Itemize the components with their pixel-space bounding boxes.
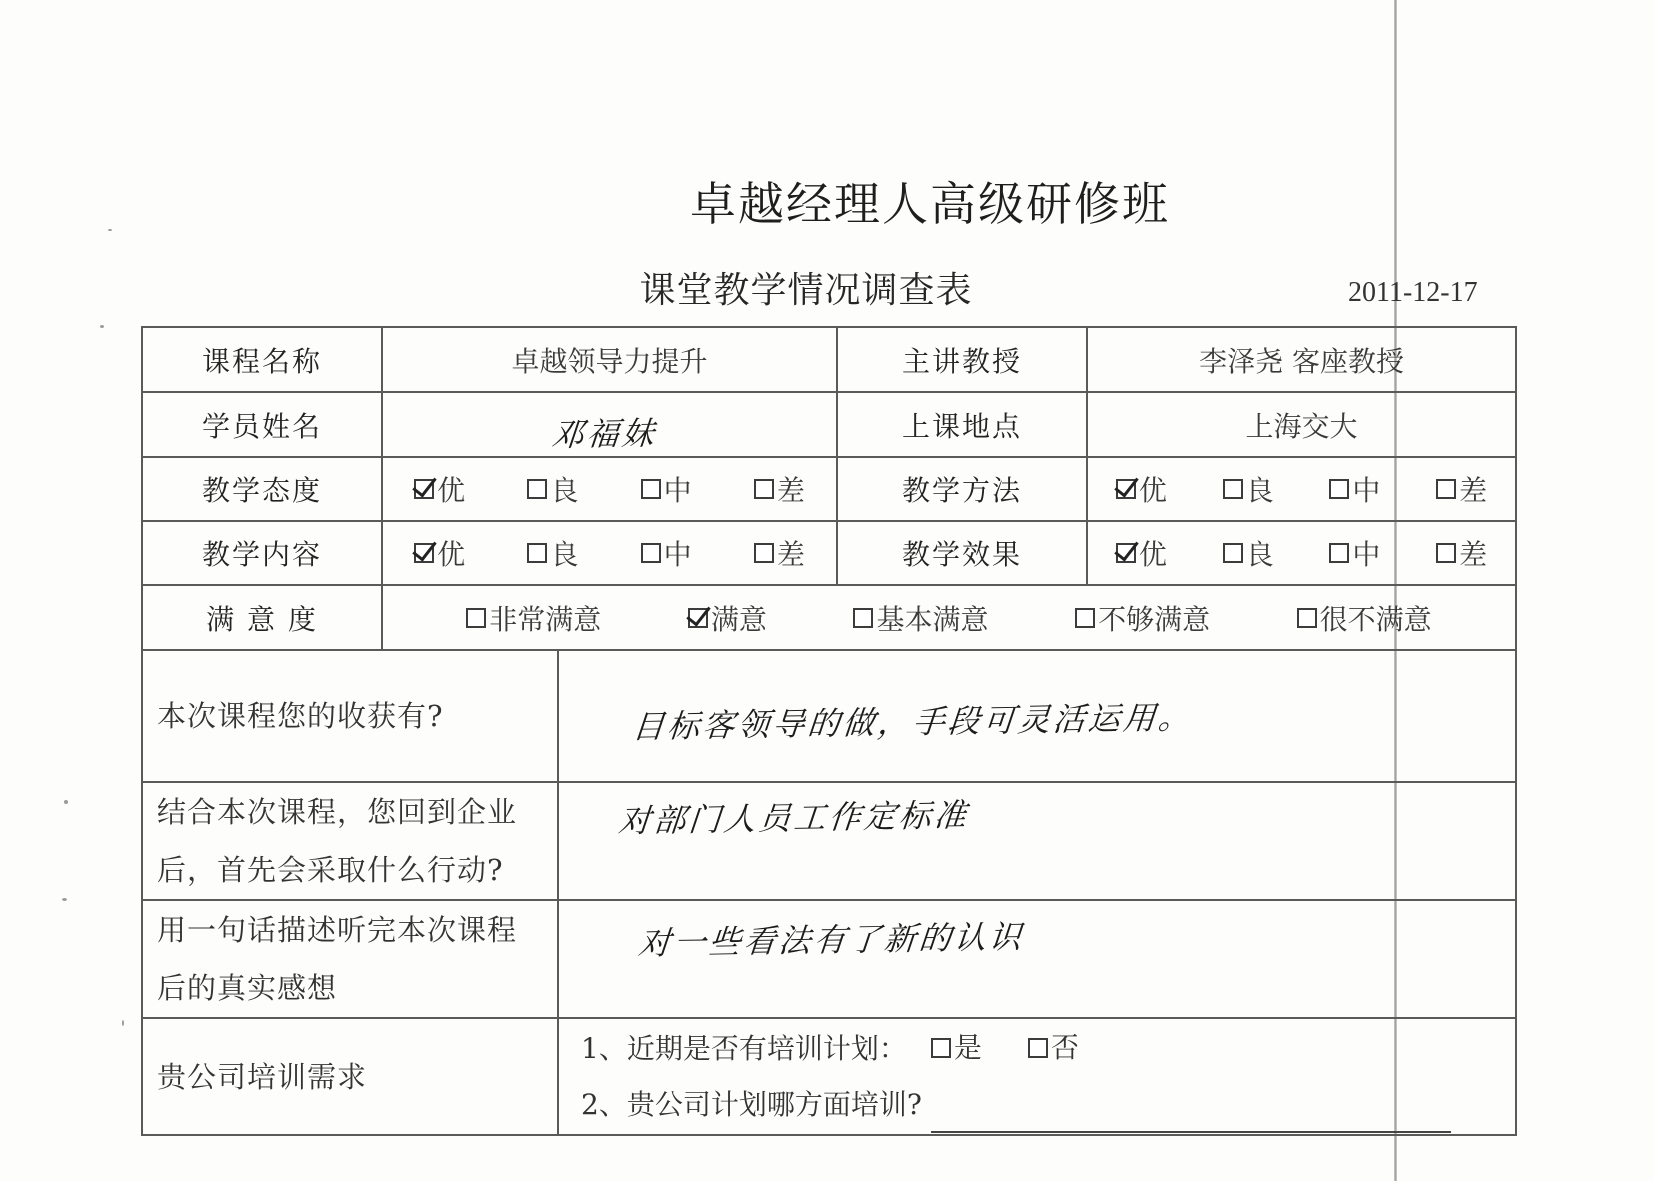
effect-option[interactable] (1116, 533, 1167, 573)
effect-option[interactable] (1436, 533, 1487, 573)
training-plan-question: 1、近期是否有培训计划： (581, 1032, 907, 1065)
effect-label: 教学效果 (837, 521, 1087, 585)
location-label: 上课地点 (837, 392, 1087, 457)
content-checkbox[interactable] (754, 543, 774, 563)
answer-2-cell (558, 782, 1516, 900)
training-plan-no[interactable] (1028, 1020, 1079, 1076)
attitude-option-label: 中 (663, 474, 692, 507)
attitude-option-label: 良 (550, 474, 579, 507)
effect-options (1087, 521, 1516, 585)
method-option-label: 中 (1352, 474, 1381, 507)
effect-checkbox[interactable] (1116, 543, 1136, 563)
method-option[interactable] (1329, 469, 1380, 509)
question-3-line-2: 后的真实感想 (157, 971, 338, 1005)
training-needs-label-cell (142, 1018, 558, 1135)
answer-3-cell (558, 900, 1516, 1018)
attitude-label: 教学态度 (142, 457, 382, 521)
row-question-2 (142, 782, 1516, 900)
question-2-line-1: 结合本次课程，您回到企业 (157, 795, 518, 829)
scan-speck (62, 898, 67, 901)
scan-speck (122, 1020, 124, 1026)
row-content-effect (142, 521, 1516, 585)
row-question-1 (142, 650, 1516, 782)
survey-table (141, 326, 1517, 1136)
document-subtitle: 课堂教学情况调查表 (639, 270, 973, 311)
question-3-cell (142, 900, 558, 1018)
content-checkbox[interactable] (641, 543, 661, 563)
satisfaction-option[interactable] (1075, 598, 1210, 638)
effect-option[interactable] (1329, 533, 1380, 573)
content-option-label: 中 (663, 538, 692, 571)
effect-option-label: 中 (1352, 538, 1381, 571)
effect-checkbox[interactable] (1223, 543, 1243, 563)
attitude-checkbox[interactable] (641, 479, 661, 499)
satisfaction-checkbox[interactable] (466, 608, 486, 628)
question-2-cell (142, 782, 558, 900)
effect-option[interactable] (1223, 533, 1274, 573)
attitude-option-label: 差 (776, 474, 805, 507)
question-3-line-1: 用一句话描述听完本次课程 (157, 913, 518, 947)
method-option[interactable] (1223, 469, 1274, 509)
attitude-options (382, 457, 837, 521)
effect-option-label: 差 (1459, 538, 1488, 571)
course-label: 课程名称 (142, 327, 382, 392)
effect-checkbox[interactable] (1436, 543, 1456, 563)
satisfaction-checkbox[interactable] (853, 608, 873, 628)
effect-option-label: 良 (1245, 538, 1274, 571)
method-checkbox[interactable] (1329, 479, 1349, 499)
content-option[interactable] (527, 533, 578, 573)
satisfaction-options (382, 585, 1516, 650)
satisfaction-option[interactable] (853, 598, 988, 638)
answer-1-cell (558, 650, 1516, 782)
yes-checkbox[interactable] (931, 1038, 951, 1058)
satisfaction-option-label: 很不满意 (1319, 602, 1432, 636)
training-plan-yes[interactable] (931, 1020, 982, 1076)
satisfaction-option-label: 基本满意 (876, 602, 989, 636)
satisfaction-checkbox[interactable] (688, 608, 708, 628)
row-course (142, 327, 1516, 392)
lecturer-value: 李泽尧 客座教授 (1087, 327, 1516, 392)
satisfaction-checkbox[interactable] (1075, 608, 1095, 628)
question-2-line-2: 后，首先会采取什么行动? (157, 853, 504, 887)
row-training-needs (142, 1018, 1516, 1135)
method-option-label: 良 (1245, 474, 1274, 507)
no-checkbox[interactable] (1028, 1038, 1048, 1058)
effect-option-label: 优 (1138, 538, 1167, 571)
satisfaction-option-label: 非常满意 (489, 602, 602, 636)
content-option[interactable] (414, 533, 465, 573)
satisfaction-label: 满 意 度 (142, 585, 382, 650)
attitude-option-label: 优 (437, 474, 466, 507)
student-value-cell (382, 392, 837, 457)
training-needs-cell (558, 1018, 1516, 1135)
training-needs-label: 贵公司培训需求 (157, 1059, 368, 1094)
document-date: 2011-12-17 (1348, 277, 1478, 308)
method-option-label: 差 (1459, 474, 1488, 507)
content-option-label: 良 (550, 538, 579, 571)
method-option-label: 优 (1138, 474, 1167, 507)
content-option[interactable] (641, 533, 692, 573)
content-checkbox[interactable] (527, 543, 547, 563)
satisfaction-option-label: 不够满意 (1098, 602, 1211, 636)
content-options (382, 521, 837, 585)
method-checkbox[interactable] (1223, 479, 1243, 499)
row-student (142, 392, 1516, 457)
method-checkbox[interactable] (1436, 479, 1456, 499)
attitude-checkbox[interactable] (414, 479, 434, 499)
row-question-3 (142, 900, 1516, 1018)
attitude-option[interactable] (754, 469, 805, 509)
attitude-option[interactable] (641, 469, 692, 509)
student-label: 学员姓名 (142, 392, 382, 457)
content-label: 教学内容 (142, 521, 382, 585)
method-option[interactable] (1116, 469, 1167, 509)
satisfaction-checkbox[interactable] (1297, 608, 1317, 628)
lecturer-label: 主讲教授 (837, 327, 1087, 392)
method-option[interactable] (1436, 469, 1487, 509)
satisfaction-option[interactable] (466, 598, 601, 638)
training-area-input[interactable] (931, 1105, 1451, 1133)
attitude-checkbox[interactable] (754, 479, 774, 499)
student-name-handwritten: 邓福妹 (550, 413, 659, 454)
location-value: 上海交大 (1087, 392, 1516, 457)
attitude-option[interactable] (414, 469, 465, 509)
training-plan-line (559, 1020, 1515, 1077)
scan-speck (100, 325, 104, 328)
question-1-cell (142, 650, 558, 782)
training-area-line (559, 1077, 1515, 1133)
document-title: 卓越经理人高级研修班 (690, 177, 1170, 231)
scan-speck (64, 800, 68, 804)
effect-checkbox[interactable] (1329, 543, 1349, 563)
content-option-label: 差 (776, 538, 805, 571)
content-option-label: 优 (437, 538, 466, 571)
row-satisfaction (142, 585, 1516, 650)
training-area-question: 2、贵公司计划哪方面培训? (581, 1088, 922, 1121)
row-attitude-method (142, 457, 1516, 521)
method-label: 教学方法 (837, 457, 1087, 521)
satisfaction-option[interactable] (688, 598, 767, 638)
answer-2-handwritten: 对部门人员工作定标准 (616, 795, 971, 841)
content-checkbox[interactable] (414, 543, 434, 563)
yes-label: 是 (953, 1031, 982, 1064)
attitude-checkbox[interactable] (527, 479, 547, 499)
no-label: 否 (1050, 1031, 1079, 1064)
satisfaction-option-label: 满意 (710, 602, 767, 636)
answer-1-handwritten: 目标客领导的做，手段可灵活运用。 (630, 698, 1195, 746)
method-checkbox[interactable] (1116, 479, 1136, 499)
course-value: 卓越领导力提升 (382, 327, 837, 392)
content-option[interactable] (754, 533, 805, 573)
satisfaction-option[interactable] (1297, 598, 1432, 638)
attitude-option[interactable] (527, 469, 578, 509)
answer-3-handwritten: 对一些看法有了新的认识 (636, 917, 1026, 963)
question-1: 本次课程您的收获有? (157, 699, 444, 733)
method-options (1087, 457, 1516, 521)
